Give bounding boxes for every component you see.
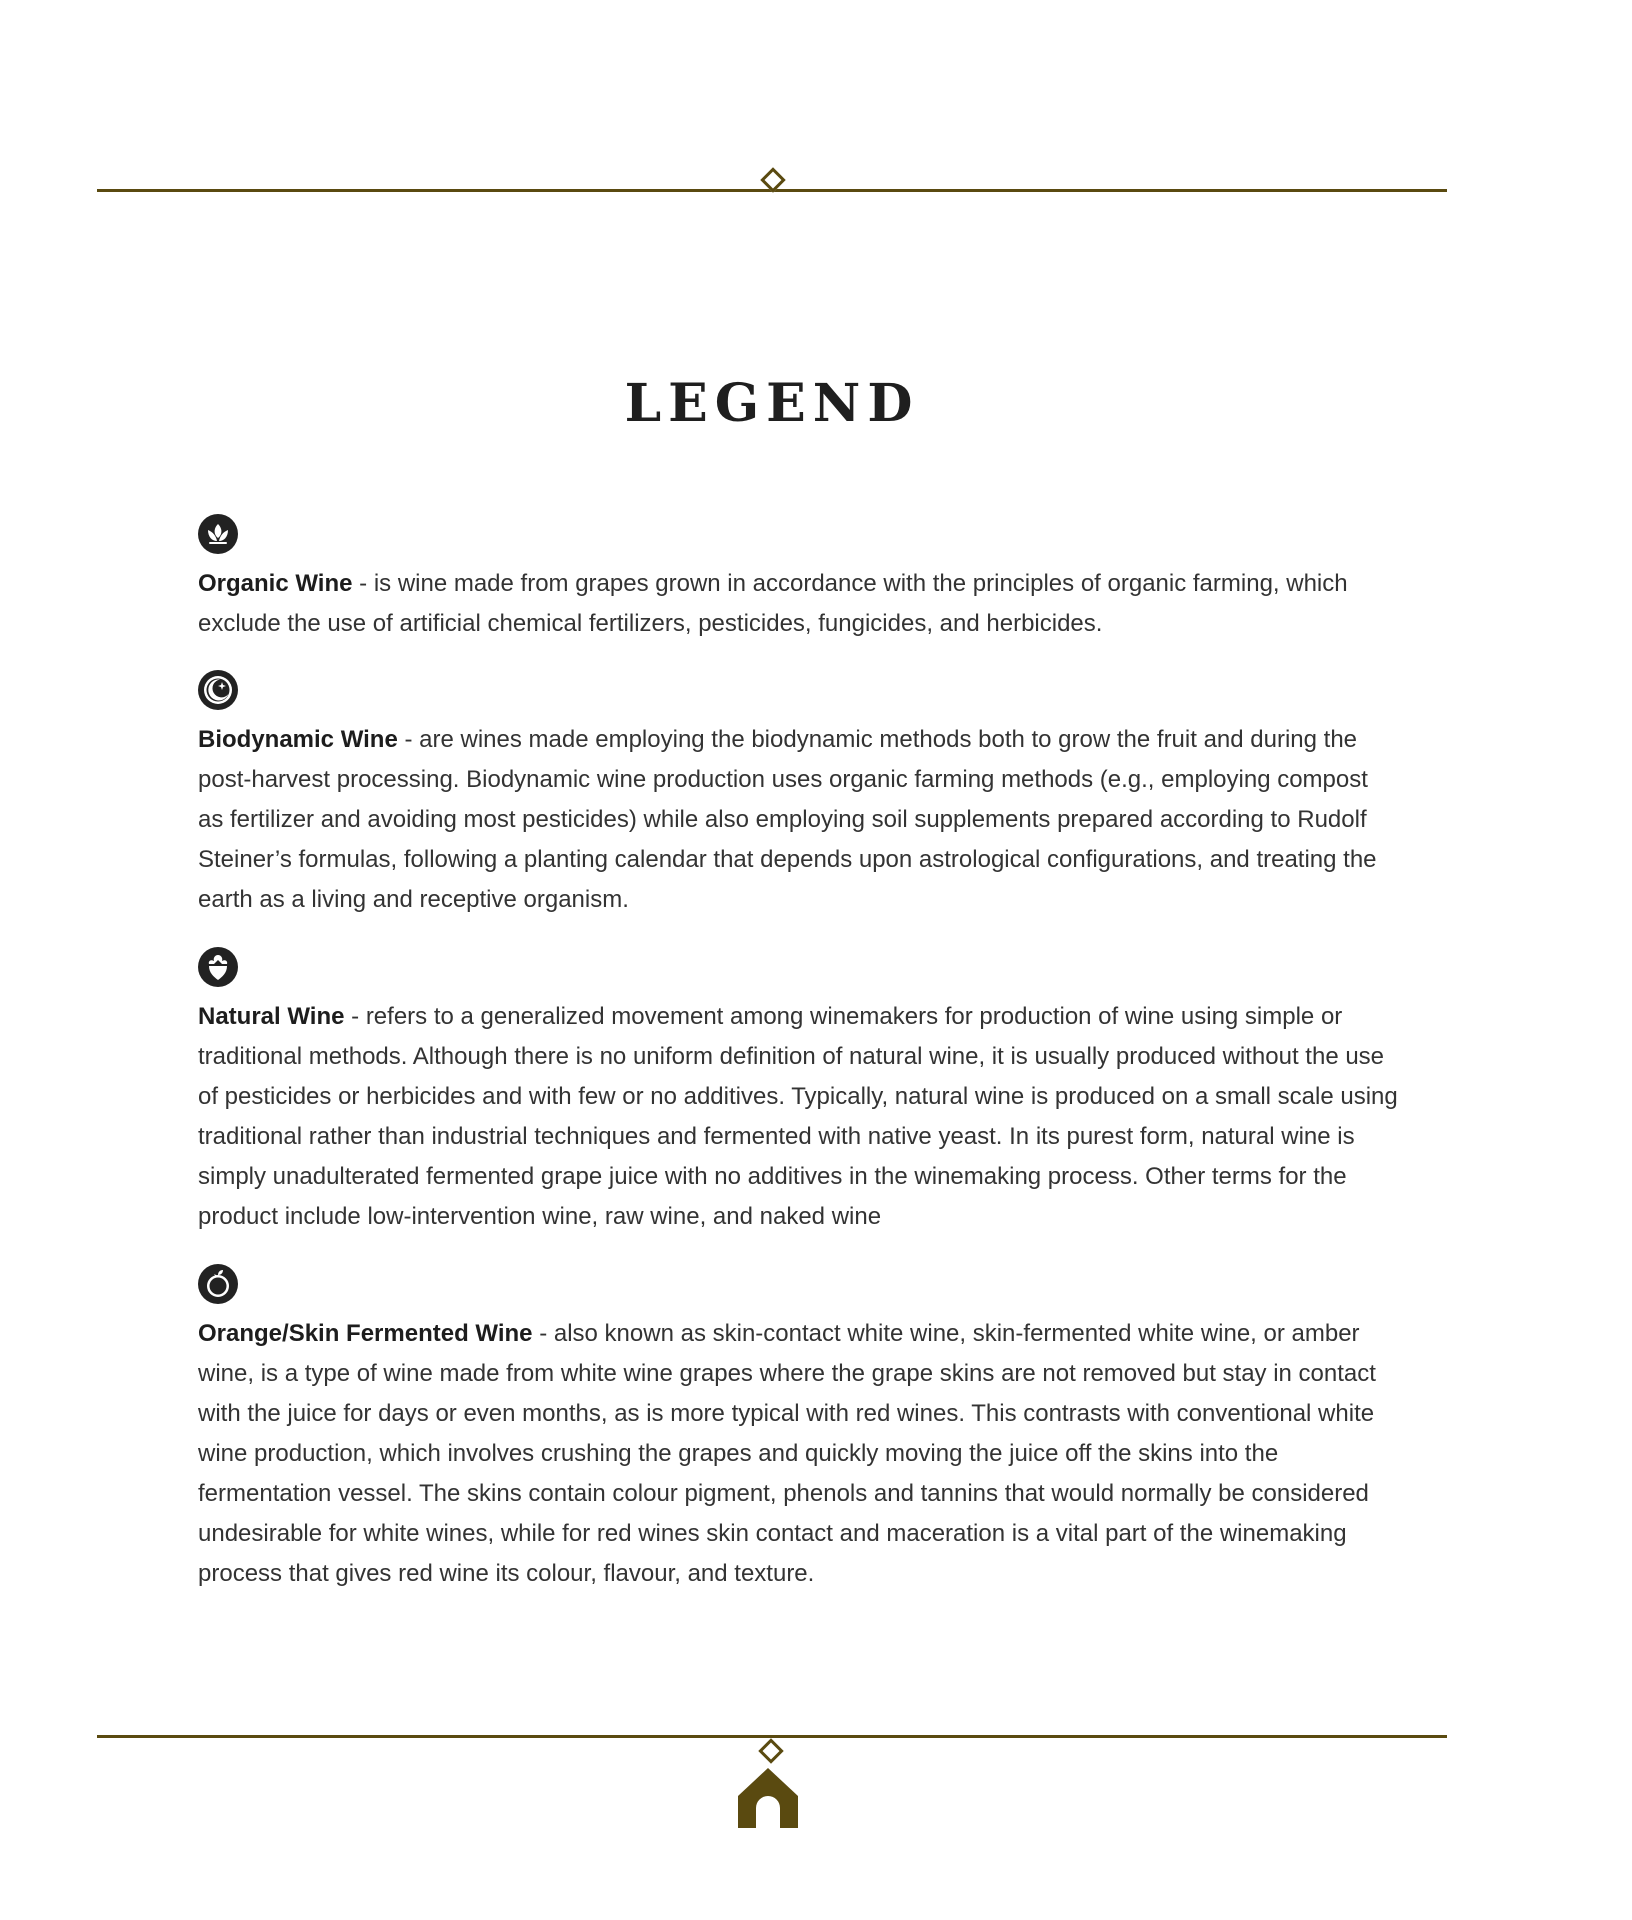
legend-entry-text bbox=[198, 720, 1398, 920]
legend-entry-orange bbox=[198, 1264, 1398, 1594]
legend-entry-text bbox=[198, 997, 1398, 1237]
legend-term: Organic Wine bbox=[198, 570, 353, 597]
orange-icon bbox=[198, 1264, 238, 1304]
legend-term: Orange/Skin Fermented Wine bbox=[198, 1320, 533, 1347]
bottom-divider bbox=[97, 1735, 1447, 1738]
page-title: LEGEND bbox=[624, 372, 920, 434]
legend-separator: - bbox=[352, 570, 374, 597]
legend-entry-organic bbox=[198, 514, 1398, 644]
legend-term: Biodynamic Wine bbox=[198, 726, 398, 753]
legend-entry-text bbox=[198, 1314, 1398, 1594]
legend-term: Natural Wine bbox=[198, 1003, 345, 1030]
legend-separator: - bbox=[532, 1320, 554, 1347]
legend-entry-natural bbox=[198, 947, 1398, 1237]
home-button[interactable] bbox=[736, 1766, 800, 1830]
legend-entry-text bbox=[198, 564, 1398, 644]
legend-separator: - bbox=[397, 726, 420, 753]
moon-star-icon bbox=[198, 670, 238, 710]
legend-description: refers to a generalized movement among winemakers for production of wine using simple or traditional methods. Although there is no uniform definition of natural wine, it is usually produced without the use of pesticides or herbicides and with few or no additives. Typically, natural wine is produced on a small scale using traditional rather than industrial techniques and fermented with native yeast. In its purest form, natural wine is simply unadulterated fermented grape juice with no additives in the winemaking process. Other terms for the product include low-intervention wine, raw wine, and naked wine bbox=[198, 1003, 1398, 1230]
diamond-ornament-icon bbox=[758, 1738, 783, 1763]
home-icon bbox=[736, 1766, 800, 1830]
beet-icon bbox=[198, 947, 238, 987]
legend-description: are wines made employing the biodynamic methods both to grow the fruit and during the post-harvest processing. Biodynamic wine production uses organic farming methods (e.g., employing compost as fertilizer and avoiding most pesticides) while also employing soil supplements prepared according to Rudolf Steiner’s formulas, following a planting calendar that depends upon astrological configurations, and treating the earth as a living and receptive organism. bbox=[198, 726, 1377, 913]
leaf-icon bbox=[198, 514, 238, 554]
legend-separator: - bbox=[344, 1003, 366, 1030]
legend-entry-biodynamic bbox=[198, 670, 1398, 920]
legend-description: also known as skin-contact white wine, skin-fermented white wine, or amber wine, is a type of wine made from white wine grapes where the grape skins are not removed but stay in contact with the juice for days or even months, as is more typical with red wines. This contrasts with conventional white wine production, which involves crushing the grapes and quickly moving the juice off the skins into the fermentation vessel. The skins contain colour pigment, phenols and tannins that would normally be considered undesirable for white wines, while for red wines skin contact and maceration is a vital part of the winemaking process that gives red wine its colour, flavour, and texture. bbox=[198, 1320, 1376, 1587]
legend-description: is wine made from grapes grown in accordance with the principles of organic farming, which exclude the use of artificial chemical fertilizers, pesticides, fungicides, and herbicides. bbox=[198, 570, 1348, 637]
